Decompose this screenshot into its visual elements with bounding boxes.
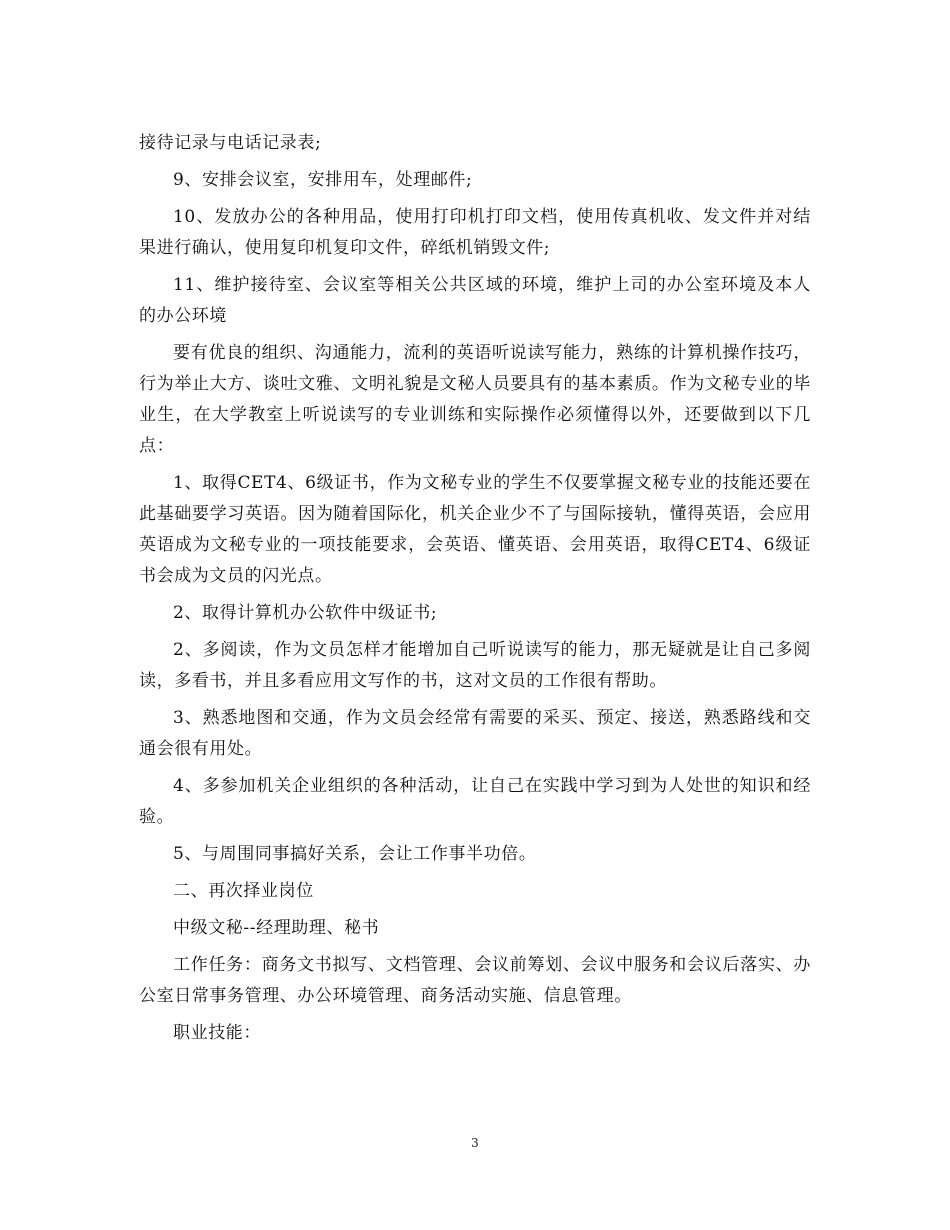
paragraph: 10、发放办公的各种用品，使用打印机打印文档，使用传真机收、发文件并对结果进行确认，使用复印机复印文件，碎纸机销毁文件;	[139, 207, 811, 258]
paragraph: 2、多阅读，作为文员怎样才能增加自己听说读写的能力，那无疑就是让自己多阅读，多看书，并且多看应用文写作的书，这对文员的工作很有帮助。	[139, 640, 811, 691]
paragraph: 接待记录与电话记录表;	[139, 133, 322, 153]
section-heading: 二、再次择业岗位	[173, 881, 314, 901]
paragraph: 5、与周围同事搞好关系，会让工作事半功倍。	[173, 844, 537, 864]
paragraph: 中级文秘--经理助理、秘书	[173, 918, 380, 938]
paragraph: 1、取得CET4、6级证书，作为文秘专业的学生不仅要掌握文秘专业的技能还要在此基础要学习英语。因为随着国际化，机关企业少不了与国际接轨，懂得英语，会应用英语成为文秘专业的一项技能要求，会英语、懂英语、会用英语，取得CET4、6级证书会成为文员的闪光点。	[139, 473, 811, 586]
paragraph: 4、多参加机关企业组织的各种活动，让自己在实践中学习到为人处世的知识和经验。	[139, 776, 811, 827]
paragraph: 职业技能：	[173, 1023, 261, 1043]
paragraph: 工作任务：商务文书拟写、文档管理、会议前筹划、会议中服务和会议后落实、办公室日常事务管理、办公环境管理、商务活动实施、信息管理。	[139, 955, 811, 1006]
paragraph: 9、安排会议室，安排用车，处理邮件;	[173, 170, 473, 190]
paragraph: 11、维护接待室、会议室等相关公共区域的环境，维护上司的办公室环境及本人的办公环境	[139, 275, 811, 326]
paragraph: 2、取得计算机办公软件中级证书;	[173, 603, 438, 623]
page-number: 3	[471, 1136, 479, 1150]
paragraph: 要有优良的组织、沟通能力，流利的英语听说读写能力，熟练的计算机操作技巧，行为举止大方、谈吐文雅、文明礼貌是文秘人员要具有的基本素质。作为文秘专业的毕业生，在大学教室上听说读写的专业训练和实际操作必须懂得以外，还要做到以下几点：	[139, 343, 811, 456]
paragraph: 3、熟悉地图和交通，作为文员会经常有需要的采买、预定、接送，熟悉路线和交通会很有用处。	[139, 708, 811, 759]
body-text	[139, 128, 811, 1055]
